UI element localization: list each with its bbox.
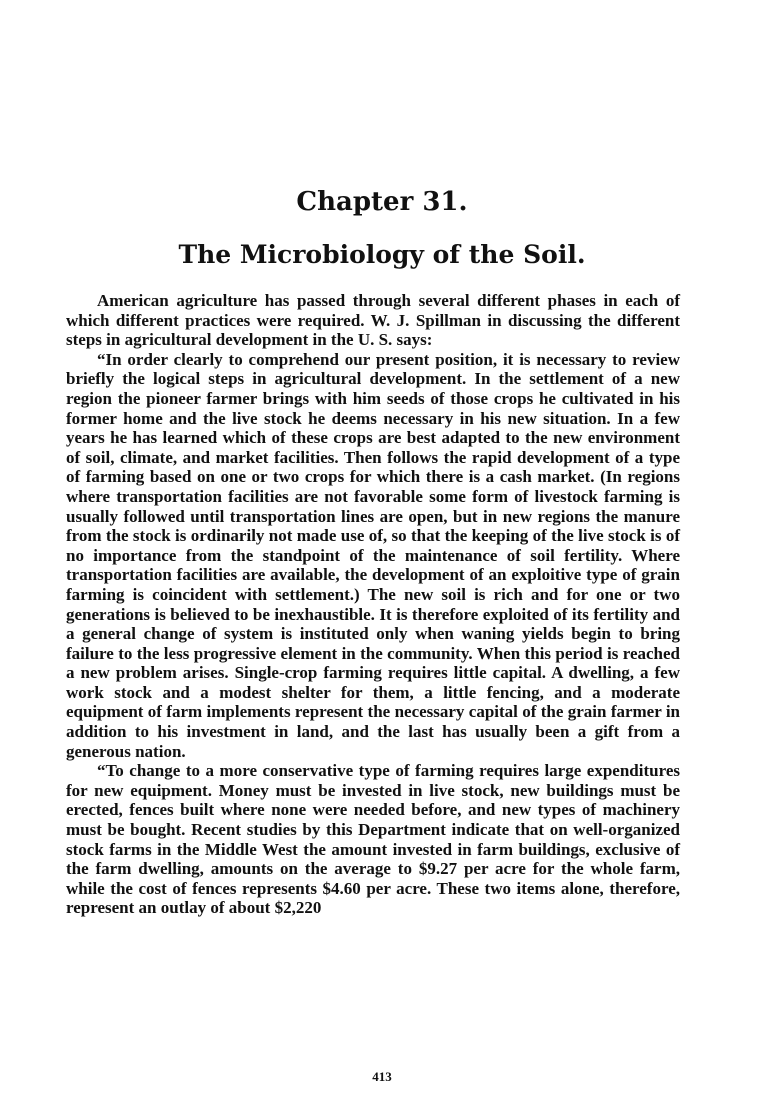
chapter-number: Chapter 31. [296, 187, 468, 217]
chapter-title: The Microbiology of the Soil. [178, 240, 586, 269]
paragraph: “In order clearly to comprehend our present position, it is necessary to review briefly the logical steps in agricultural development. In the settlement of a new region the pioneer farmer brings with him seeds of those crops he cultivated in his former home and the live stock he deems necessary in his new situation. In a few years he has learned which of these crops are best adapted to the new environment of soil, climate, and market facilities. Then follows the rapid development of a type of farming based on one or two crops for which there is a cash market. (In regions where transportation facilities are not favorable some form of livestock farming is usually followed until transportation lines are open, but in new regions the manure from the stock is ordinarily not made use of, so that the keeping of the live stock is of no importance from the standpoint of the maintenance of soil fertility. Where transportation facilities are available, the development of an exploitive type of grain farming is coincident with settlement.) The new soil is rich and for one or two generations is believed to be inexhaustible. It is therefore exploited of its fertility and a general change of system is instituted only when waning yields begin to bring failure to the less progressive element in the community. When this period is reached a new problem arises. Single-crop farming requires little capital. A dwelling, a few work stock and a modest shelter for them, a little fencing, and a moderate equipment of farm implements represent the necessary capital of the grain farmer in addition to his investment in land, and the last has usually been a gift from a generous nation. [66, 349, 680, 761]
paragraph: American agriculture has passed through several different phases in each of which different practices were required. W. J. Spillman in discussing the different steps in agricultural development in the U. S. says: [66, 291, 680, 350]
body-text [66, 291, 680, 918]
paragraph: “To change to a more conservative type of farming requires large expenditures for new equipment. Money must be invested in live stock, new buildings must be erected, fences built where none were needed before, and new types of machinery must be bought. Recent studies by this Department indicate that on well-organized stock farms in the Middle West the amount invested in farm buildings, exclusive of the farm dwelling, amounts on the average to $9.27 per acre for the whole farm, while the cost of fences represents $4.60 per acre. These two items alone, therefore, represent an outlay of about $2,220 [66, 761, 680, 918]
page-number: 413 [372, 1069, 392, 1084]
